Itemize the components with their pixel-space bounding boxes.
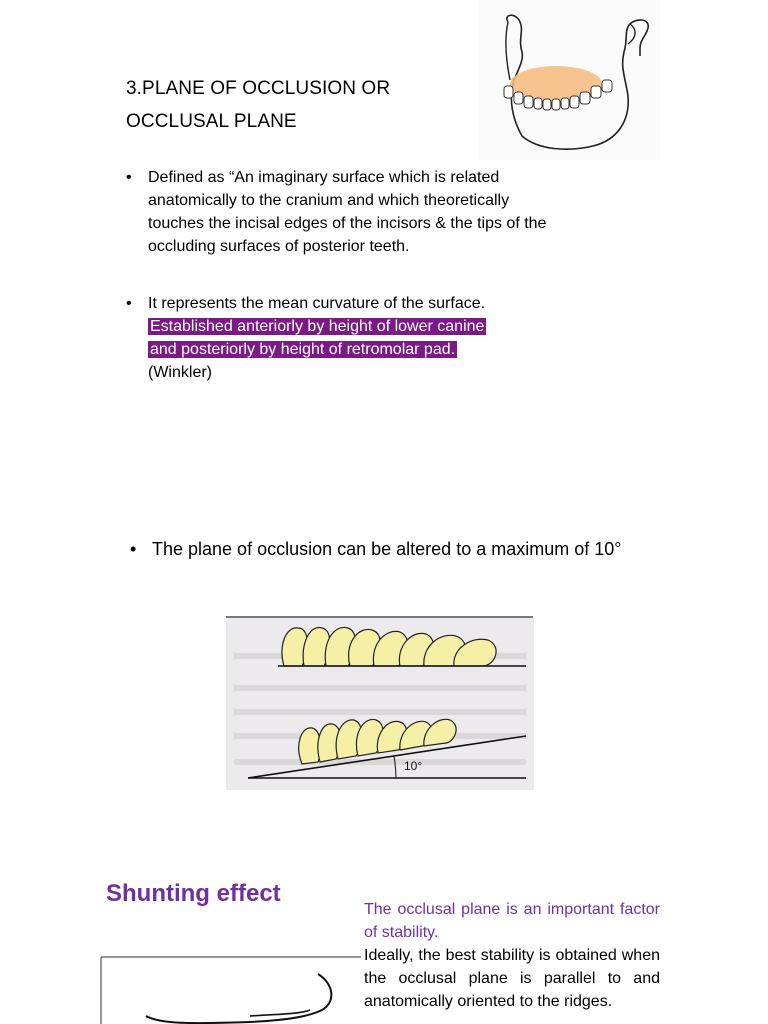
shunting-paragraph [364, 898, 660, 1013]
occlusal-plane-figure [226, 616, 534, 790]
shunting-effect-heading: Shunting effect [106, 880, 281, 907]
bullet-dot: • [130, 539, 137, 559]
bullet-dot: • [126, 169, 132, 186]
stability-detail: Ideally, the best stability is obtained when the occlusal plane is parallel to and anatomically oriented to the ridges. [364, 947, 660, 1010]
bullet-definition [126, 166, 566, 258]
angle-label: 10° [404, 759, 423, 773]
bullet-mean-curvature-text: It represents the mean curvature of the surface. [148, 295, 486, 312]
bullet-altered-text: The plane of occlusion can be altered to a maximum of 10° [152, 539, 622, 559]
mandible-illustration [478, 0, 660, 160]
bullet-dot: • [126, 295, 132, 312]
highlighted-text-line-2: and posteriorly by height of retromolar pad. [150, 341, 456, 358]
title-line-1: 3.PLANE OF OCCLUSION OR [126, 78, 391, 99]
slide-title [126, 72, 390, 138]
bullet-mean-curvature [126, 292, 566, 384]
shunting-diagram [100, 956, 362, 1024]
bullet-definition-text: Defined as “An imaginary surface which is related anatomically to the cranium and which theoretically touches the incisal edges of the incisors & the tips of the occluding surfaces of posterior teeth. [148, 169, 547, 255]
bullet-altered-plane [130, 538, 650, 561]
title-line-2: OCCLUSAL PLANE [126, 111, 297, 132]
highlighted-text-line-1: Established anteriorly by height of lower canine [150, 318, 485, 335]
citation-winkler: (Winkler) [148, 364, 212, 381]
stability-statement: The occlusal plane is an important factor of stability. [364, 901, 660, 941]
